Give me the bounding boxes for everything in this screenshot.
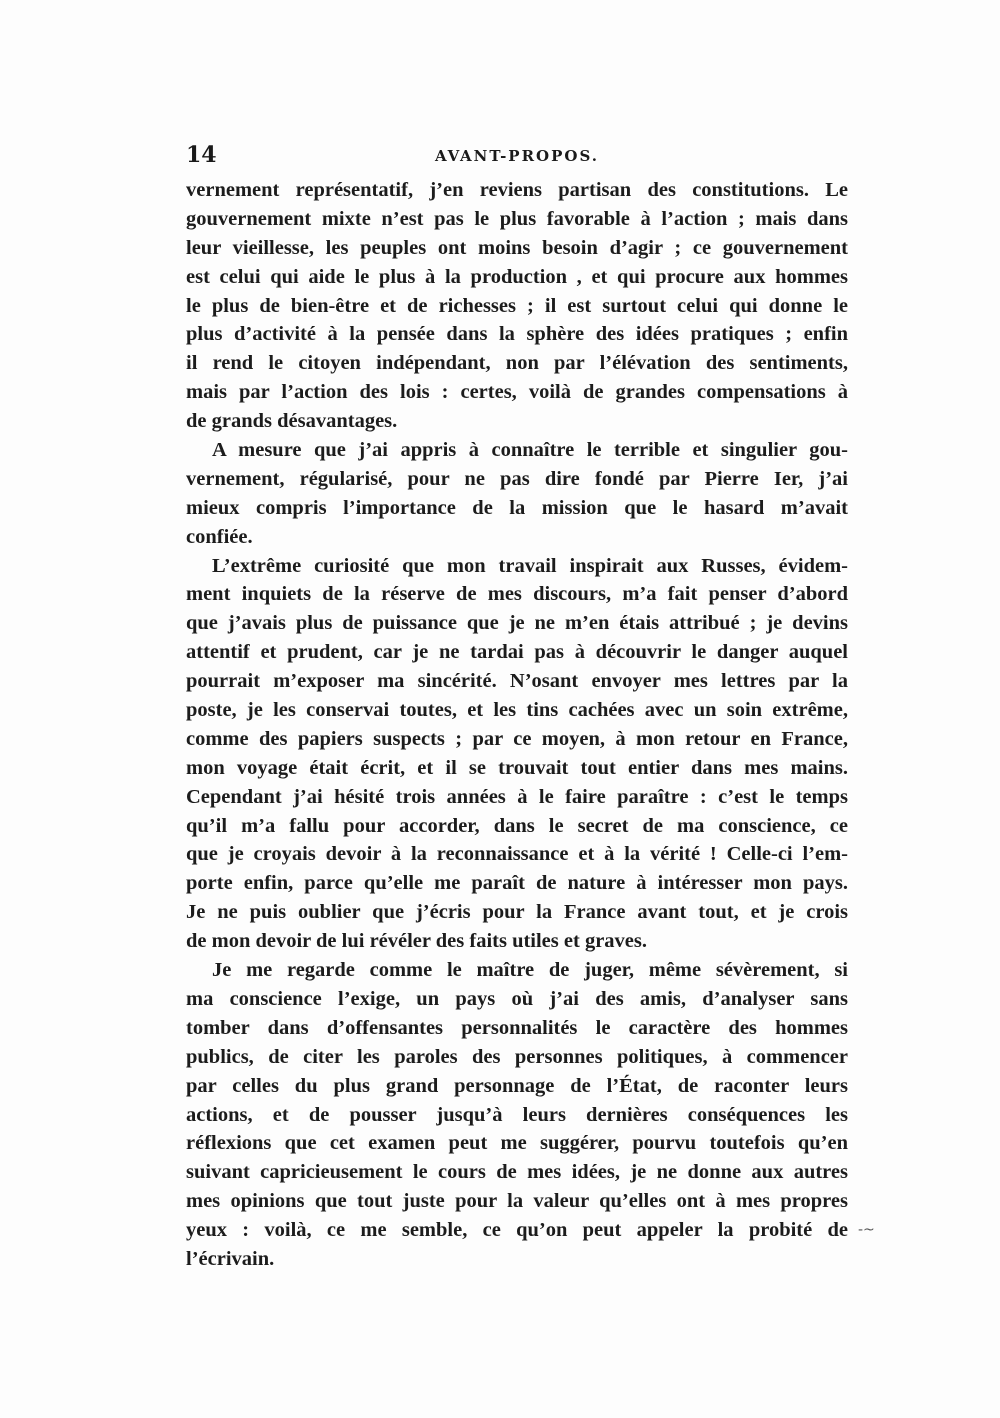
text-line: suivant capricieusement le cours de mes idées, je ne donne aux autres (186, 1161, 848, 1184)
text-line: mieux compris l’importance de la mission que le hasard m’avait (186, 496, 848, 519)
text-line: L’extrême curiosité que mon travail inspirait aux Russes, évidem- (212, 554, 848, 577)
text-line: il rend le citoyen indépendant, non par l’élévation des sentiments, (186, 352, 848, 375)
text-line: par celles du plus grand personnage de l’État, de raconter leurs (186, 1074, 848, 1097)
page-header (186, 142, 848, 172)
text-line: comme des papiers suspects ; par ce moyen, à mon retour en France, (186, 727, 848, 750)
text-line: est celui qui aide le plus à la production , et qui procure aux hommes (186, 265, 848, 288)
text-line: pourrait m’exposer ma sincérité. N’osant envoyer mes lettres par la (186, 670, 848, 693)
text-line: Cependant j’ai hésité trois années à le faire paraître : c’est le temps (186, 785, 848, 808)
text-line: vernement, régularisé, pour ne pas dire fondé par Pierre Ier, j’ai (186, 467, 848, 490)
text-line: yeux : voilà, ce me semble, ce qu’on peut appeler la probité de (186, 1219, 848, 1242)
text-line: attentif et prudent, car je ne tardai pas à découvrir le danger auquel (186, 641, 848, 664)
text-line: poste, je les conservai toutes, et les tins cachées avec un soin extrême, (186, 699, 848, 722)
text-line: ma conscience l’exige, un pays où j’ai des amis, d’analyser sans (186, 987, 848, 1010)
text-line: vernement représentatif, j’en reviens partisan des constitutions. Le (186, 179, 848, 201)
text-line: Je me regarde comme le maître de juger, même sévèrement, si (212, 959, 848, 982)
text-line: plus d’activité à la pensée dans la sphère des idées pratiques ; enfin (186, 323, 848, 346)
running-title: AVANT-PROPOS. (435, 147, 599, 165)
body-text (186, 176, 848, 1274)
text-line: que je croyais devoir à la reconnaissance et à la vérité ! Celle-ci l’em- (186, 843, 848, 866)
text-line: de mon devoir de lui révéler des faits utiles et graves. (186, 930, 647, 953)
text-line: Je ne puis oublier que j’écris pour la France avant tout, et je crois (186, 901, 848, 924)
text-line: de grands désavantages. (186, 410, 398, 433)
page-number: 14 (186, 142, 217, 168)
text-line: réflexions que cet examen peut me suggérer, pourvu toutefois qu’en (186, 1132, 848, 1155)
text-line: mes opinions que tout juste pour la valeur qu’elles ont à mes propres (186, 1190, 848, 1213)
text-line: A mesure que j’ai appris à connaître le terrible et singulier gou- (212, 439, 848, 462)
text-line: ment inquiets de la réserve de mes discours, m’a fait penser d’abord (186, 583, 848, 606)
text-line: mon voyage était écrit, et il se trouvait tout entier dans mes mains. (186, 756, 848, 779)
text-line: publics, de citer les paroles des personnes politiques, à commencer (186, 1045, 848, 1068)
margin-mark: -~ (858, 1222, 875, 1238)
text-line: confiée. (186, 525, 253, 548)
text-line: qu’il m’a fallu pour accorder, dans le secret de ma conscience, ce (186, 814, 848, 837)
text-line: que j’avais plus de puissance que je ne m’en étais attribué ; je devins (186, 612, 848, 635)
text-line: actions, et de pousser jusqu’à leurs dernières conséquences les (186, 1103, 848, 1126)
text-line: l’écrivain. (186, 1247, 275, 1270)
text-line: leur vieillesse, les peuples ont moins besoin d’agir ; ce gouvernement (186, 236, 848, 259)
text-line: mais par l’action des lois : certes, voilà de grandes compensations à (186, 381, 848, 404)
text-line: le plus de bien-être et de richesses ; il est surtout celui qui donne le (186, 294, 848, 317)
text-line: gouvernement mixte n’est pas le plus favorable à l’action ; mais dans (186, 207, 848, 230)
text-line: porte enfin, parce qu’elle me paraît de nature à intéresser mon pays. (186, 872, 848, 895)
text-line: tomber dans d’offensantes personnalités le caractère des hommes (186, 1016, 848, 1039)
